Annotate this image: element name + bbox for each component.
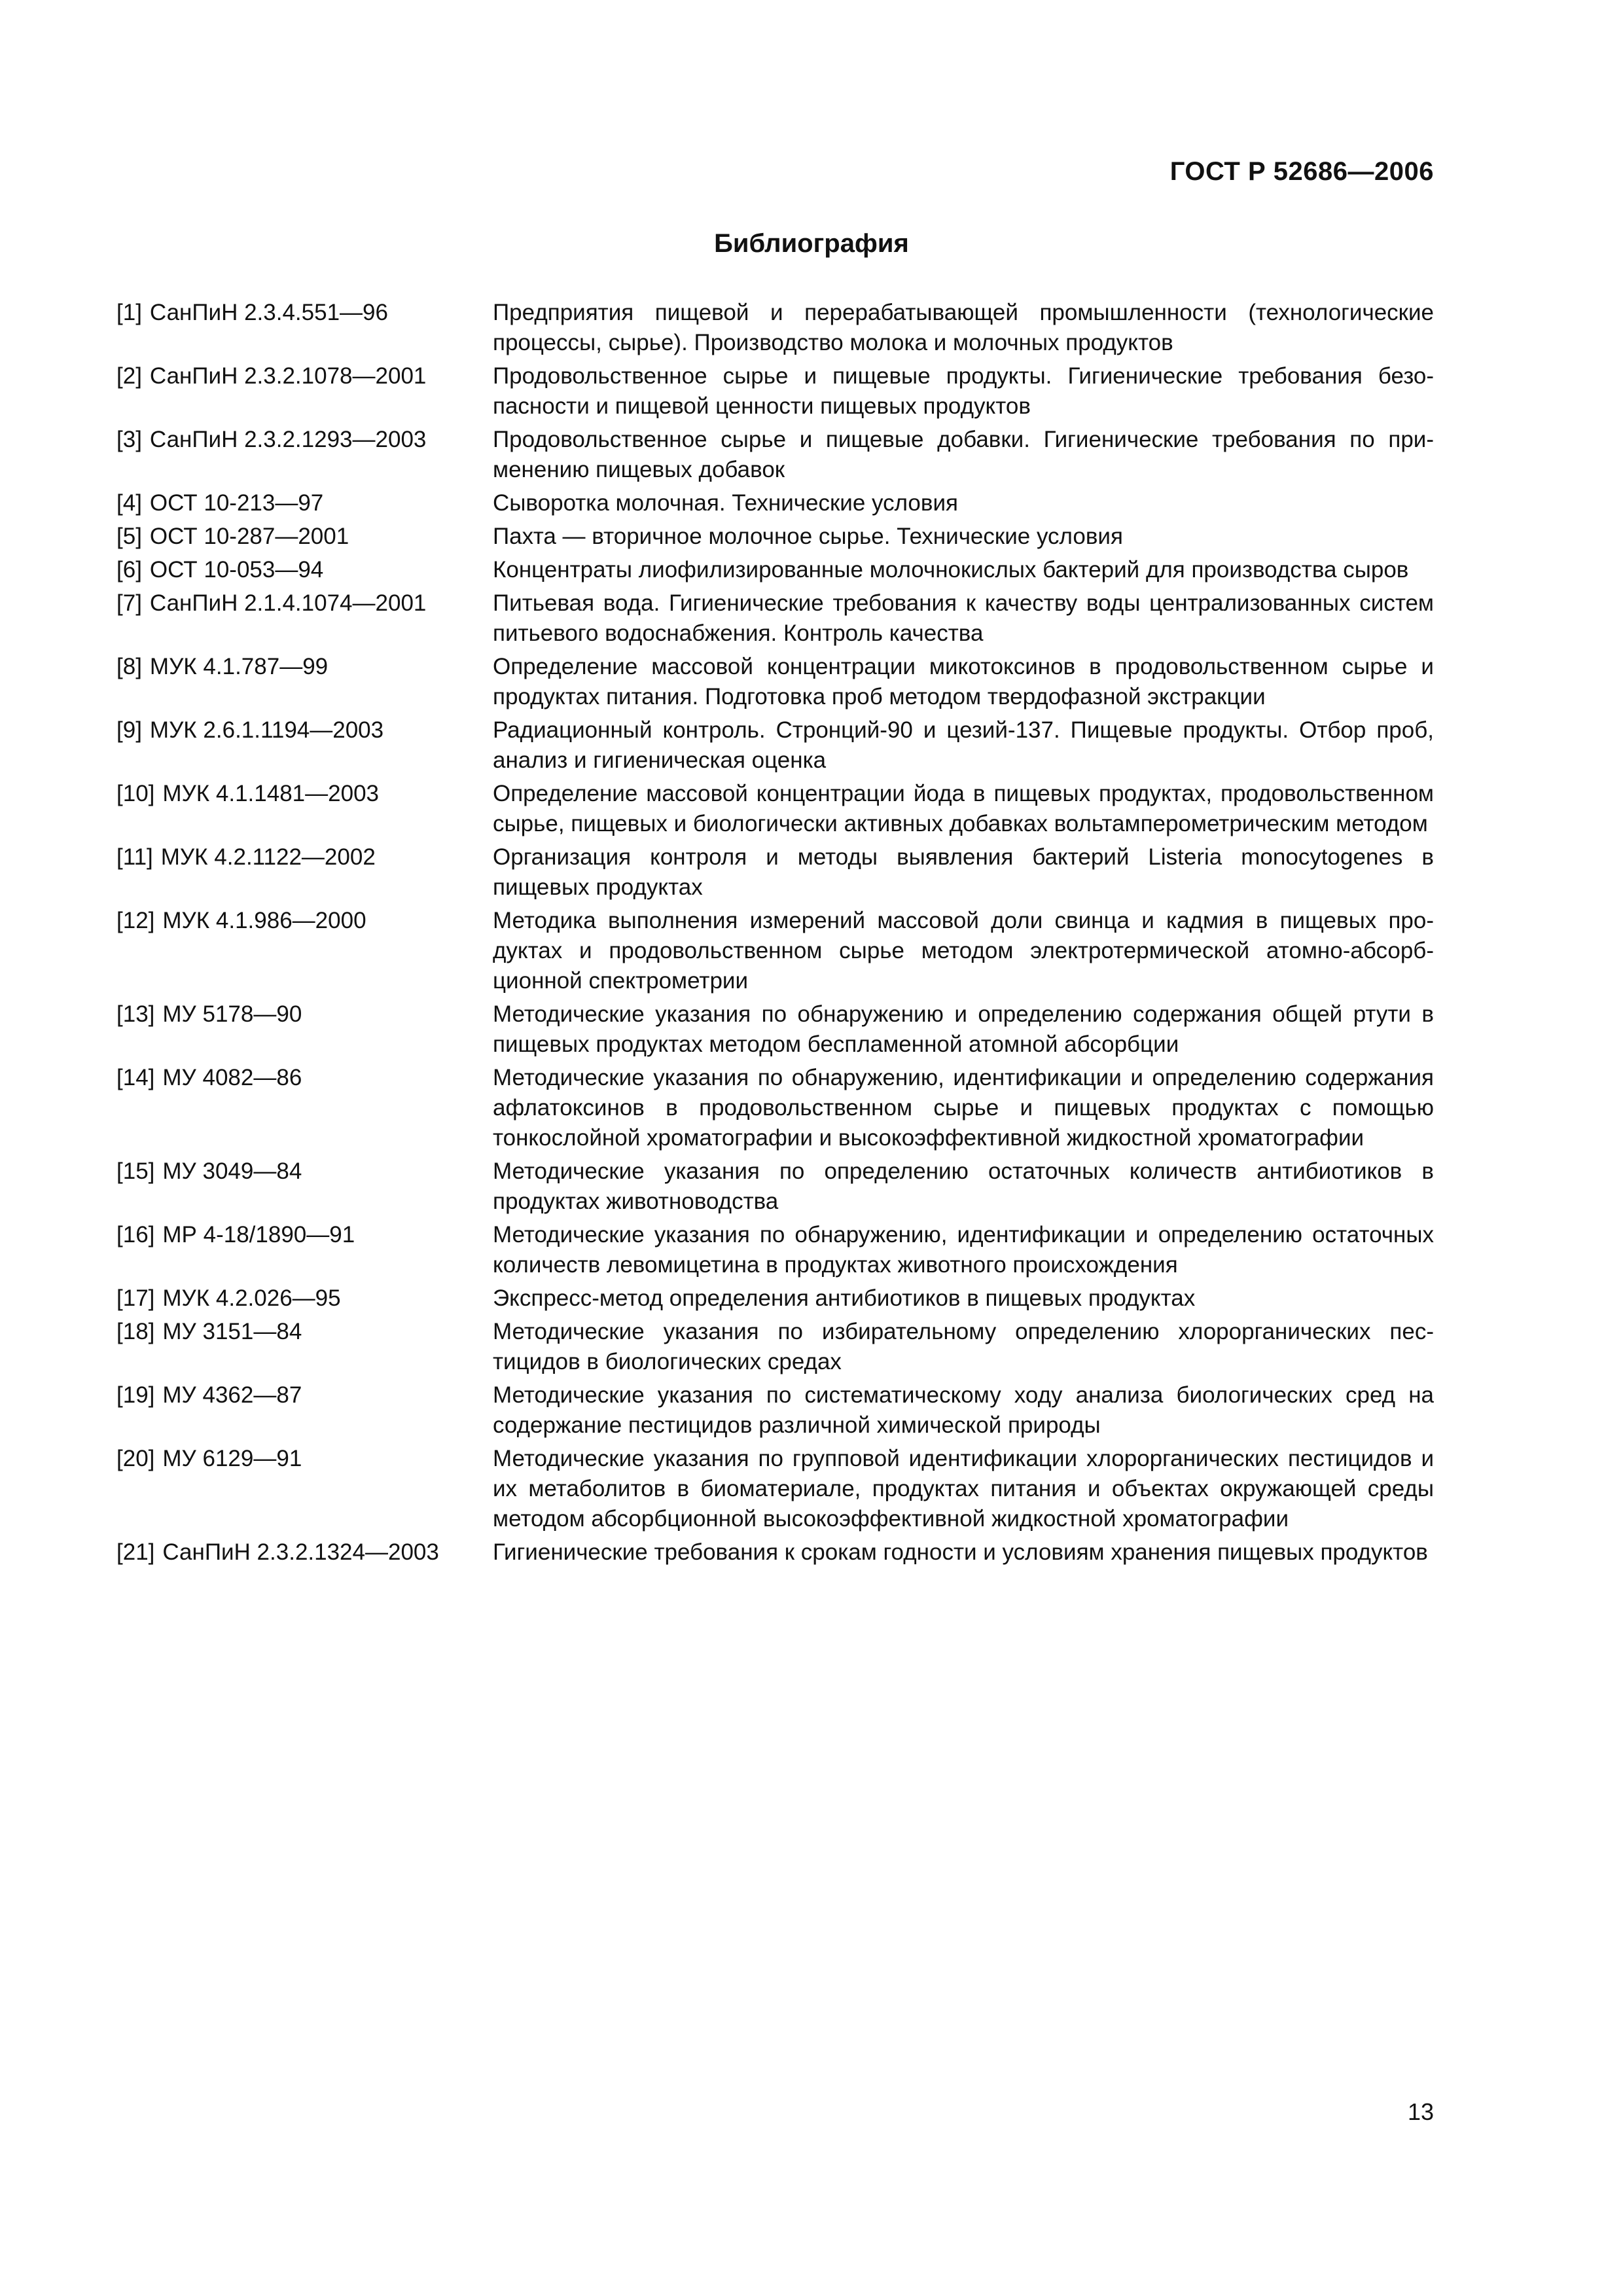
bibliography-entry [116,555,1434,585]
bibliography-entry [116,488,1434,518]
entry-title: Методические указания по групповой идентификации хлорорганических пестицидов и их метаболитов в биоматериале, продуктах питания и объектах окружающей среды методом абсорбционной высокоэффективной жидкостной хроматографии [493,1446,1434,1532]
bibliography-list [116,298,1434,1571]
entry-document-code: ОСТ 10-053—94 [149,557,324,583]
page-number: 13 [1407,2098,1434,2125]
entry-document-code: МУК 4.1.1481—2003 [162,781,379,806]
bibliography-entry [116,522,1434,552]
entry-title: Продовольственное сырье и пищевые добавки. Гигиенические требования по применению пищевых добавок [493,427,1434,482]
entry-reference [116,1317,493,1347]
entry-document-code: МУ 4082—86 [162,1065,302,1090]
entry-title: Методика выполнения измерений массовой доли свинца и кадмия в пищевых продуктах и продовольственном сырье методом электротермической атомно-абсорбционной спектрометрии [493,908,1434,994]
bibliography-entry [116,1220,1434,1280]
entry-reference [116,715,493,745]
entry-reference [116,298,493,328]
entry-reference [116,1157,493,1187]
bibliography-entry [116,1444,1434,1534]
entry-title: Концентраты лиофилизированные молочнокислых бактерий для производства сыров [493,557,1409,583]
entry-document-code: ОСТ 10-213—97 [149,490,324,516]
entry-number: [14] [116,1065,155,1090]
entry-title: Предприятия пищевой и перерабатывающей промышленности (технологические процессы, сырье). Производство молока и молочных продуктов [493,300,1434,355]
entry-reference [116,1444,493,1474]
bibliography-entry [116,715,1434,776]
entry-document-code: МУК 4.2.026—95 [162,1285,341,1311]
bibliography-entry [116,842,1434,903]
entry-document-code: МУ 5178—90 [162,1001,302,1027]
bibliography-entry [116,1283,1434,1314]
entry-reference [116,522,493,552]
entry-document-code: МУК 2.6.1.1194—2003 [149,717,384,743]
bibliography-entry [116,1537,1434,1568]
entry-number: [5] [116,524,142,549]
entry-number: [19] [116,1382,155,1408]
entry-reference [116,361,493,391]
entry-title: Методические указания по обнаружению, идентификации и определению остаточных количеств левомицетина в продуктах животного происхождения [493,1222,1434,1278]
entry-title: Методические указания по обнаружению и определению содержания общей ртути в пищевых продуктах методом беспламенной атомной абсорбции [493,1001,1434,1057]
entry-reference [116,1283,493,1314]
entry-reference [116,906,493,936]
entry-reference [116,1380,493,1410]
bibliography-entry [116,999,1434,1060]
entry-document-code: МР 4-18/1890—91 [162,1222,355,1247]
document-code: ГОСТ Р 52686—2006 [1169,157,1434,186]
entry-title: Сыворотка молочная. Технические условия [493,490,958,516]
entry-title: Радиационный контроль. Стронций-90 и цезий-137. Пищевые продукты. Отбор проб, анализ и гигиеническая оценка [493,717,1434,773]
entry-reference [116,652,493,682]
entry-document-code: МУ 4362—87 [162,1382,302,1408]
bibliography-entry [116,588,1434,649]
entry-number: [8] [116,654,142,679]
entry-number: [13] [116,1001,155,1027]
entry-title: Экспресс-метод определения антибиотиков в пищевых продуктах [493,1285,1196,1311]
entry-title: Методические указания по определению остаточных количеств антибиотиков в продуктах животноводства [493,1158,1434,1214]
entry-document-code: МУК 4.1.986—2000 [162,908,366,933]
entry-title: Методические указания по обнаружению, идентификации и определению содержания афлатоксинов в продовольственном сырье и пищевых продуктах с помощью тонкослойной хроматографии и высокоэффективной жидкостной хроматографии [493,1065,1434,1151]
entry-number: [12] [116,908,155,933]
entry-document-code: СанПиН 2.3.2.1324—2003 [162,1539,439,1565]
bibliography-entry [116,361,1434,422]
entry-number: [20] [116,1446,155,1471]
entry-reference [116,999,493,1030]
entry-reference [116,842,493,872]
bibliography-entry [116,1317,1434,1377]
entry-document-code: МУ 3049—84 [162,1158,302,1184]
entry-title: Методические указания по избирательному определению хлорорганических пестицидов в биологических средах [493,1319,1434,1374]
entry-title: Продовольственное сырье и пищевые продукты. Гигиенические требования безопасности и пищевой ценности пищевых продуктов [493,363,1434,419]
entry-document-code: СанПиН 2.3.2.1078—2001 [149,363,427,389]
entry-number: [11] [116,844,153,870]
entry-reference [116,488,493,518]
entry-number: [2] [116,363,142,389]
entry-title: Организация контроля и методы выявления бактерий Listeria monocytogenes в пищевых продуктах [493,844,1434,900]
entry-document-code: МУ 6129—91 [162,1446,302,1471]
entry-title: Питьевая вода. Гигиенические требования к качеству воды централизованных систем питьевого водоснабжения. Контроль качества [493,590,1434,646]
entry-document-code: СанПиН 2.1.4.1074—2001 [149,590,427,616]
entry-title: Определение массовой концентрации микотоксинов в продовольственном сырье и продуктах питания. Подготовка проб методом твердофазной экстракции [493,654,1434,709]
bibliography-title: Библиография [714,229,909,258]
entry-reference [116,1220,493,1250]
entry-number: [10] [116,781,155,806]
entry-reference [116,588,493,619]
entry-document-code: МУК 4.2.1122—2002 [160,844,376,870]
entry-document-code: СанПиН 2.3.4.551—96 [149,300,388,325]
bibliography-entry [116,1380,1434,1441]
bibliography-entry [116,906,1434,996]
entry-title: Пахта — вторичное молочное сырье. Технические условия [493,524,1123,549]
entry-reference [116,1537,493,1568]
entry-reference [116,555,493,585]
entry-title: Методические указания по систематическому ходу анализа биологических сред на содержание пестицидов различной химической природы [493,1382,1434,1438]
entry-reference [116,779,493,809]
entry-number: [6] [116,557,142,583]
entry-title: Определение массовой концентрации йода в пищевых продуктах, продовольственном сырье, пищевых и биологически активных добавках вольтамперометрическим методом [493,781,1434,836]
entry-document-code: ОСТ 10-287—2001 [149,524,349,549]
entry-number: [4] [116,490,142,516]
entry-number: [9] [116,717,142,743]
bibliography-entry [116,1063,1434,1153]
entry-number: [1] [116,300,142,325]
entry-number: [3] [116,427,142,452]
entry-number: [18] [116,1319,155,1344]
bibliography-entry [116,1157,1434,1217]
entry-document-code: МУ 3151—84 [162,1319,302,1344]
entry-title: Гигиенические требования к срокам годности и условиям хранения пищевых продуктов [493,1539,1428,1565]
entry-number: [21] [116,1539,155,1565]
entry-reference [116,425,493,455]
bibliography-entry [116,652,1434,712]
entry-document-code: СанПиН 2.3.2.1293—2003 [149,427,427,452]
entry-number: [7] [116,590,142,616]
bibliography-entry [116,425,1434,485]
bibliography-entry [116,298,1434,358]
entry-number: [16] [116,1222,155,1247]
entry-number: [15] [116,1158,155,1184]
entry-document-code: МУК 4.1.787—99 [149,654,329,679]
entry-reference [116,1063,493,1093]
bibliography-entry [116,779,1434,839]
entry-number: [17] [116,1285,155,1311]
